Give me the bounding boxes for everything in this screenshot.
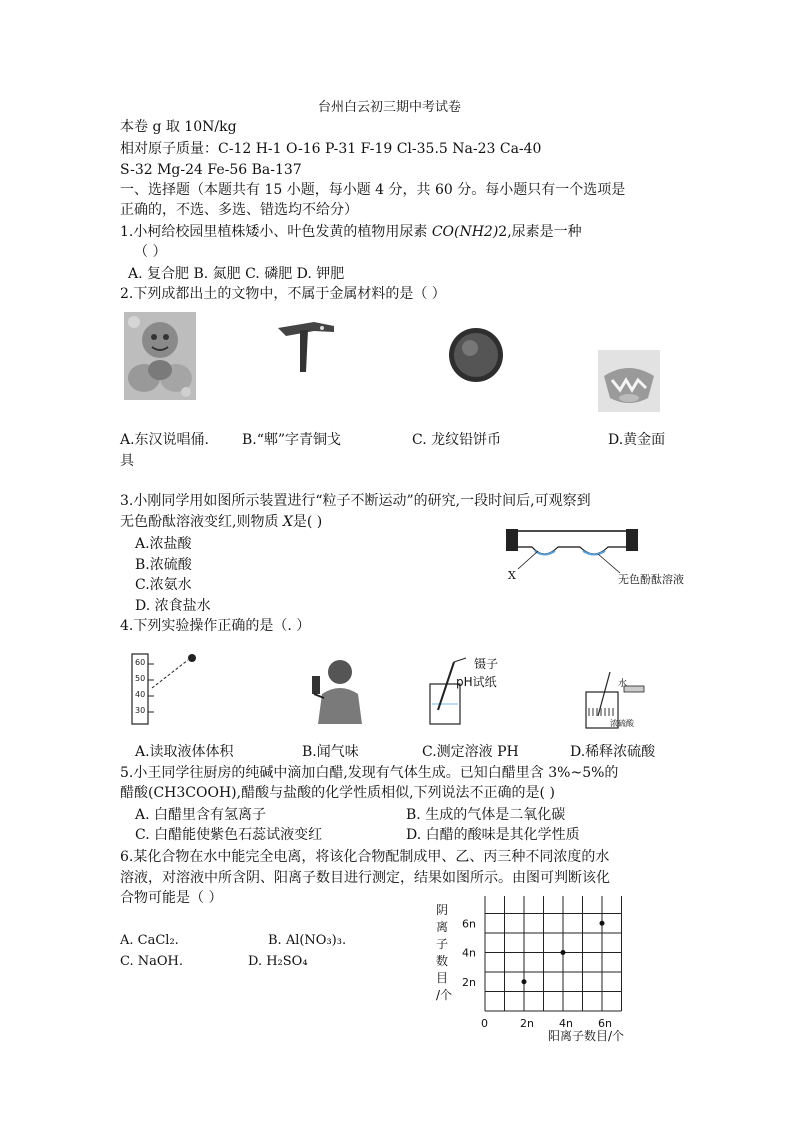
g-note: 本卷 g 取 10N/kg xyxy=(120,119,237,135)
section-heading-1: 一、选择题（本题共有 15 小题，每小题 4 分，共 60 分。每小题只有一个选项是 xyxy=(120,182,626,198)
tweezers-label: 镊子 xyxy=(474,657,499,671)
chart-y-ticks xyxy=(462,917,476,989)
figurine-photo xyxy=(124,312,196,400)
q1-line-1 xyxy=(120,223,582,241)
data-point xyxy=(522,979,527,984)
bronze-ge-photo xyxy=(276,318,336,376)
q5-line-2: 醋酸(CH3COOH),醋酸与盐酸的化学性质相似,下列说法不正确的是( ) xyxy=(120,785,555,801)
gold-mask-photo xyxy=(598,350,660,412)
dilute-acid-diagram xyxy=(582,672,652,732)
y-tick-label: 4n xyxy=(462,946,476,960)
chart-x-axis-label: 阳离子数目/个 xyxy=(548,1029,625,1043)
q2-stem: 2.下列成都出土的文物中，不属于金属材料的是（ ） xyxy=(120,286,446,302)
x-tick-label: 4n xyxy=(559,1017,573,1030)
q3-stem-tail: 是( ) xyxy=(292,514,323,530)
q2-option-d-cont: 具 xyxy=(120,453,134,469)
q5-option-c: C. 白醋能使紫色石蕊试液变红 xyxy=(135,827,323,843)
cylinder-tick: 40 xyxy=(135,690,146,699)
y-axis-label-char: 离 xyxy=(436,920,449,934)
y-axis-label-char: 子 xyxy=(436,937,449,951)
q3-option-a: A.浓盐酸 xyxy=(135,536,192,552)
q5-option-a: A. 白醋里含有氢离子 xyxy=(135,807,267,823)
q2-option-c: C. 龙纹铅饼币 xyxy=(412,432,502,448)
water-label: 水 xyxy=(618,679,628,689)
q3-stem: 无色酚酞溶液变红,则物质 xyxy=(120,514,283,530)
conc-acid-label: 浓硫酸 xyxy=(610,719,634,728)
ph-paper-test-diagram xyxy=(426,654,520,728)
q3-option-b: B.浓硫酸 xyxy=(135,557,192,573)
q6-line-1: 6.某化合物在水中能完全电离，将该化合物配制成甲、乙、丙三种不同浓度的水 xyxy=(120,849,610,865)
q1-formula: CO(NH2) xyxy=(431,224,499,240)
atomic-mass-line-2: S-32 Mg-24 Fe-56 Ba-137 xyxy=(120,162,302,178)
y-axis-label-char: 数 xyxy=(436,954,449,968)
q1-blank: （ ） xyxy=(134,244,167,260)
q2-option-a: A.东汉说唱俑. xyxy=(120,432,210,448)
ph-paper-label: pH试纸 xyxy=(456,675,497,689)
chart-y-axis-label xyxy=(436,903,452,1002)
q3-option-d: D. 浓食盐水 xyxy=(135,598,211,614)
x-tick-label: 0 xyxy=(481,1017,488,1030)
section-heading-2: 正确的，不选、多选、错选均不给分） xyxy=(120,202,358,218)
y-axis-label-char: 阴 xyxy=(436,903,449,917)
q5-line-1: 5.小王同学往厨房的纯碱中滴加白醋,发现有气体生成。已知白醋里含 3%~5%的 xyxy=(120,765,619,781)
q3-line-1: 3.小刚同学用如图所示装置进行“粒子不断运动”的研究,一段时间后,可观察到 xyxy=(120,493,591,509)
data-point xyxy=(600,921,605,926)
q4-option-c: C.测定溶液 PH xyxy=(422,744,519,760)
q6-option-b: B. Al(NO₃)₃. xyxy=(268,933,347,948)
cylinder-reading-diagram xyxy=(128,652,204,728)
y-tick-label: 6n xyxy=(462,917,476,931)
cylinder-tick: 60 xyxy=(135,658,146,667)
x-tick-label: 2n xyxy=(520,1017,534,1030)
chart-grid xyxy=(485,896,622,1011)
cylinder-tick: 50 xyxy=(135,674,146,683)
q1-stem: 1.小柯给校园里植株矮小、叶色发黄的植物用尿素 xyxy=(120,224,432,240)
y-axis-label-char: 目 xyxy=(436,971,449,985)
q4-stem: 4.下列实验操作正确的是（. ） xyxy=(120,618,311,634)
ion-count-chart xyxy=(430,896,670,1046)
atomic-mass-line-1: 相对原子质量：C-12 H-1 O-16 P-31 F-19 Cl-35.5 Na-23 Ca-40 xyxy=(120,141,542,157)
q1-options: A. 复合肥 B. 氮肥 C. 磷肥 D. 钾肥 xyxy=(128,266,345,282)
y-tick-label: 2n xyxy=(462,975,476,989)
apparatus-label-phenolphthalein: 无色酚酞溶液 xyxy=(618,573,684,586)
q6-line-2: 溶液，对溶液中所含阴、阳离子数目进行测定，结果如图所示。由图可判断该化 xyxy=(120,870,610,886)
lead-coin-photo xyxy=(446,326,506,384)
smelling-gas-diagram xyxy=(300,654,370,724)
q5-option-b: B. 生成的气体是二氧化碳 xyxy=(406,807,566,823)
page-title: 台州白云初三期中考试卷 xyxy=(318,100,462,115)
q1-stem-tail: 2,尿素是一种 xyxy=(498,224,582,240)
data-point xyxy=(561,950,566,955)
x-tick-label: 6n xyxy=(598,1017,612,1030)
apparatus-label-x: X xyxy=(508,569,516,582)
q4-option-b: B.闻气味 xyxy=(302,744,359,760)
y-axis-label-char: /个 xyxy=(436,988,453,1002)
q6-option-a: A. CaCl₂. xyxy=(120,933,179,948)
q4-option-d: D.稀释浓硫酸 xyxy=(570,744,656,760)
cylinder-tick: 30 xyxy=(135,706,146,715)
q6-line-3: 合物可能是（ ） xyxy=(120,890,223,906)
q6-option-d: D. H₂SO₄ xyxy=(248,954,308,969)
q3-option-c: C.浓氨水 xyxy=(135,577,192,593)
q5-option-d: D. 白醋的酸味是其化学性质 xyxy=(406,827,580,843)
q3-line-2 xyxy=(120,513,322,531)
q6-option-c: C. NaOH. xyxy=(120,954,184,969)
q2-option-d: D.黄金面 xyxy=(608,432,666,448)
q4-option-a: A.读取液体体积 xyxy=(135,744,234,760)
q2-option-b: B.“郫”字青铜戈 xyxy=(242,432,342,448)
q3-variable-x: X xyxy=(282,514,293,530)
